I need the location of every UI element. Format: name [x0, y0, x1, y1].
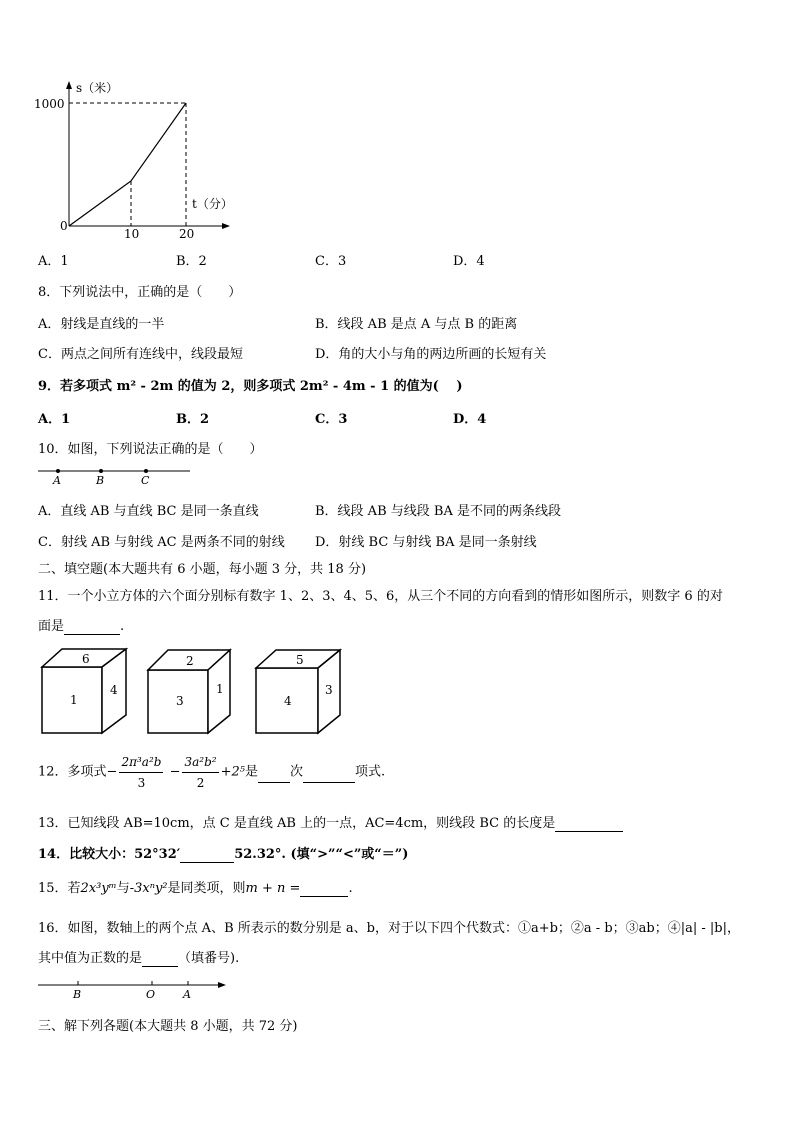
q10-line-figure	[36, 464, 196, 488]
q15-answer-blank[interactable]	[300, 881, 348, 897]
y-tick-1000: 1000	[34, 97, 65, 111]
q8-option-a: A．射线是直线的一半	[38, 317, 165, 332]
q8-option-d: D．角的大小与角的两边所画的长短有关	[315, 347, 547, 362]
q16-suffix: （填番号).	[178, 951, 240, 966]
q16-line2	[38, 947, 239, 967]
q15-end: .	[348, 881, 353, 896]
q15-suffix: 是同类项，则	[167, 881, 246, 896]
q12-prefix: 12．多项式	[38, 764, 107, 780]
cube-1-top: 6	[82, 652, 90, 666]
q12-fraction-2	[182, 752, 218, 793]
cube-1-side: 4	[110, 683, 118, 697]
q10-option-c: C．射线 AB 与射线 AC 是两条不同的射线	[38, 535, 285, 550]
q7-option-c: C．3	[315, 254, 347, 269]
q10-point-a: A	[53, 474, 61, 487]
q16-point-o: O	[146, 988, 156, 1001]
q7-option-b: B．2	[176, 254, 207, 269]
cube-1	[38, 645, 138, 740]
q13-answer-blank[interactable]	[555, 816, 623, 832]
q12-frac2-num: 3a²b²	[182, 752, 218, 773]
q8-option-c: C．两点之间所有连线中，线段最短	[38, 347, 243, 362]
q12-terms-blank[interactable]	[303, 762, 355, 783]
q11-suffix: .	[120, 619, 125, 634]
q14	[38, 843, 408, 863]
cube-2-top: 2	[186, 654, 194, 668]
cube-3-front: 4	[284, 694, 292, 708]
q7-option-d: D．4	[453, 254, 485, 269]
q14-suffix: 52.32°. (填“>”“<”或“＝”)	[234, 847, 409, 862]
q12-xiangshi: 项式.	[354, 764, 386, 780]
cube-2	[146, 645, 246, 740]
q12-degree-blank[interactable]	[258, 762, 290, 783]
section-3-title: 三、解下列各题(本大题共 8 小题，共 72 分)	[38, 1019, 298, 1034]
q12-frac2-den: 2	[196, 776, 205, 790]
q16-point-a: A	[183, 988, 191, 1001]
q14-prefix: 14．比较大小：52°32′	[38, 847, 181, 862]
q9-option-a: A．1	[38, 412, 71, 427]
q12: 12．多项式− $\frac{\text{2π³a²b}}{3}$ − $\frac{\text{3a²b²}}{2}$ +2⁵是 次 项式.	[38, 752, 385, 793]
q9-option-b: B．2	[176, 412, 210, 427]
q10-option-d: D．射线 BC 与射线 BA 是同一条射线	[315, 535, 537, 550]
q12-frac1-den: 3	[137, 776, 146, 790]
q9-option-d: D．4	[453, 412, 487, 427]
q10-option-b: B．线段 AB 与线段 BA 是不同的两条线段	[315, 504, 561, 519]
cube-2-front: 3	[176, 694, 184, 708]
q15-mn: m + n =	[245, 881, 301, 896]
q12-fraction-1	[119, 752, 163, 793]
q10-stem: 10．如图，下列说法正确的是（ ）	[38, 442, 263, 457]
q16-number-line	[36, 978, 236, 1002]
q11-answer-blank[interactable]	[64, 619, 120, 635]
section-2-title: 二、填空题(本大题共有 6 小题，每小题 3 分，共 18 分)	[38, 562, 367, 577]
cube-1-front: 1	[70, 693, 78, 707]
q11-line1: 11．一个小立方体的六个面分别标有数字 1、2、3、4、5、6，从三个不同的方向看到的情形如图所示，则数字 6 的对	[38, 589, 723, 604]
q11-prefix: 面是	[38, 619, 65, 634]
q12-is: 是	[244, 764, 258, 780]
y-axis-label: s（米）	[76, 81, 119, 95]
x-tick-20: 20	[179, 227, 195, 240]
x-axis-label: t（分）	[192, 197, 233, 211]
q7-option-a: A．1	[38, 254, 69, 269]
q13-text: 13．已知线段 AB=10cm，点 C 是直线 AB 上的一点，AC=4cm，则线段 BC 的长度是	[38, 816, 556, 831]
q15-mid: 与	[116, 881, 130, 896]
q8-option-b: B．线段 AB 是点 A 与点 B 的距离	[315, 317, 518, 332]
q10-point-b: B	[96, 474, 105, 487]
q8-stem: 8．下列说法中，正确的是（ ）	[38, 285, 242, 300]
q16-point-b: B	[73, 988, 82, 1001]
q12-ci: 次	[289, 764, 303, 780]
q15-expr2: -3xⁿy²	[129, 881, 168, 896]
q11-line2	[38, 615, 124, 635]
q13	[38, 812, 623, 832]
cube-3-top: 5	[296, 653, 304, 667]
q16-prefix: 其中值为正数的是	[38, 951, 143, 966]
origin-label: 0	[60, 219, 68, 233]
q15-expr1: 2x³yᵐ	[80, 881, 117, 896]
q10-point-c: C	[141, 474, 150, 487]
cube-3-side: 3	[325, 683, 333, 697]
cube-3	[254, 645, 354, 740]
q16-answer-blank[interactable]	[142, 951, 178, 967]
q14-answer-blank[interactable]	[180, 847, 234, 863]
q15-prefix: 15．若	[38, 881, 81, 896]
q16-line1: 16．如图，数轴上的两个点 A、B 所表示的数分别是 a、b，对于以下四个代数式：①a+b；②a - b；③ab；④|a| - |b|，	[38, 921, 740, 936]
q12-tail: +2⁵	[220, 764, 245, 780]
distance-time-graph	[30, 78, 240, 240]
q10-option-a: A．直线 AB 与直线 BC 是同一条直线	[38, 504, 259, 519]
q12-frac1-num: 2π³a²b	[119, 752, 163, 773]
q9-option-c: C．3	[315, 412, 348, 427]
q9-stem: 9．若多项式 m² - 2m 的值为 2，则多项式 2m² - 4m - 1 的值为( )	[38, 379, 463, 394]
x-tick-10: 10	[124, 227, 140, 240]
cube-2-side: 1	[216, 682, 224, 696]
q15	[38, 877, 353, 897]
